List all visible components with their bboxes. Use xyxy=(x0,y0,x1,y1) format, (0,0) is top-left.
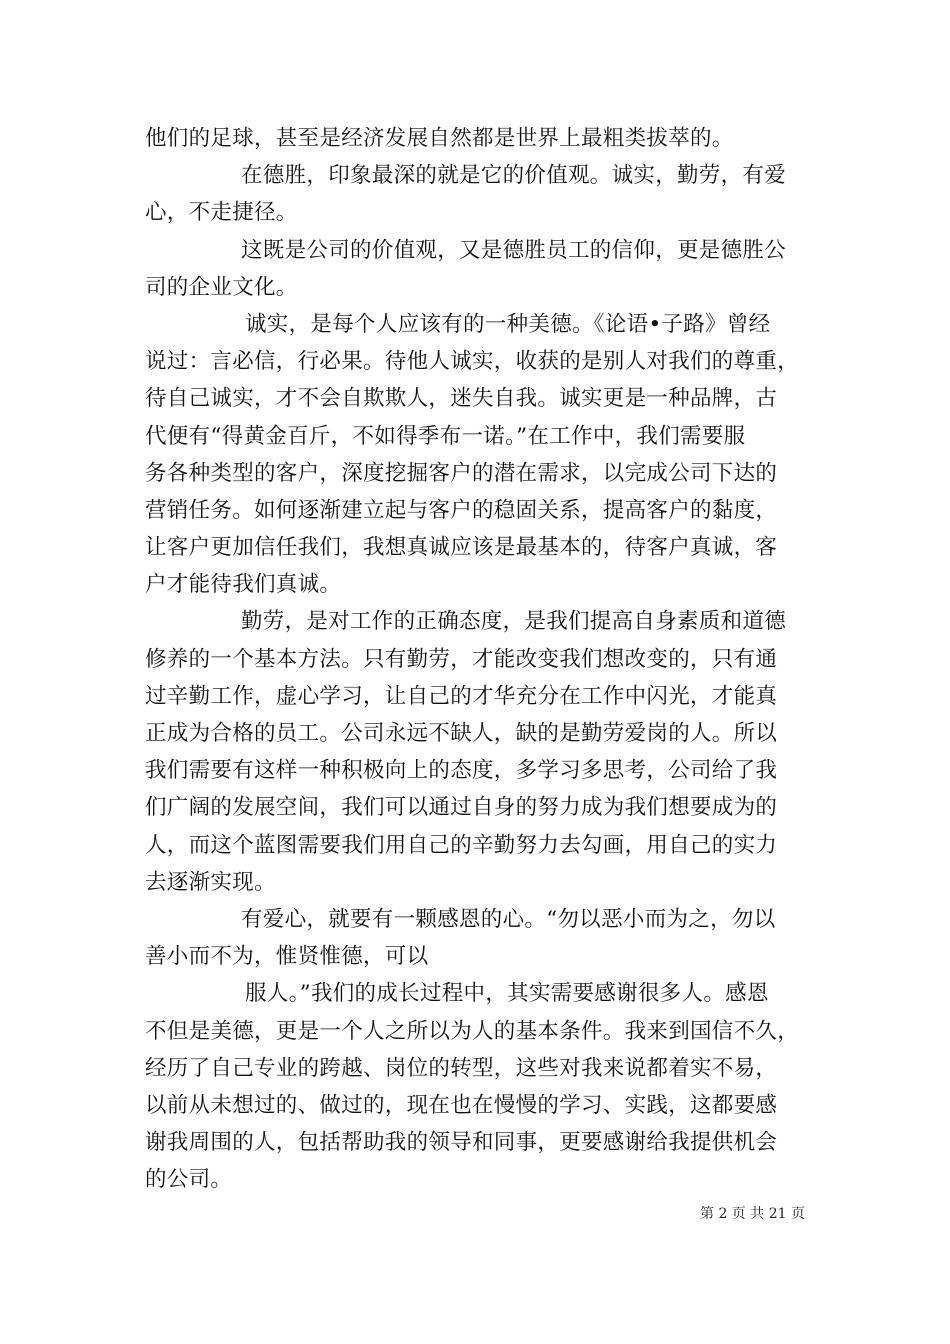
text-line: 去逐渐实现。 xyxy=(145,869,276,895)
text-line: 修养的一个基本方法。只有勤劳，才能改变我们想改变的，只有通 xyxy=(145,646,778,672)
paragraph-start-line: 在德胜，印象最深的就是它的价值观。诚实，勤劳，有爱 xyxy=(241,163,787,189)
text-line: 的公司。 xyxy=(145,1167,233,1193)
text-line: 们广阔的发展空间，我们可以通过自身的努力成为我们想要成为的 xyxy=(145,795,778,821)
text-line: 让客户更加信任我们，我想真诚应该是最基本的，待客户真诚，客 xyxy=(145,535,778,561)
text-line: 人，而这个蓝图需要我们用自己的辛勤努力去勾画，用自己的实力 xyxy=(145,832,778,858)
text-line: 代便有“得黄金百斤，不如得季布一诺。”在工作中，我们需要服 xyxy=(145,423,746,449)
text-line: 务各种类型的客户，深度挖掘客户的潜在需求，以完成公司下达的 xyxy=(145,460,778,486)
text-line: 待自己诚实，才不会自欺欺人，迷失自我。诚实更是一种品牌，古 xyxy=(145,386,778,412)
text-line: 过辛勤工作，虚心学习，让自己的才华充分在工作中闪光，才能真 xyxy=(145,683,778,709)
paragraph-start-line: 勤劳，是对工作的正确态度，是我们提高自身素质和道德 xyxy=(241,609,787,635)
text-line: 营销任务。如何逐渐建立起与客户的稳固关系，提高客户的黏度， xyxy=(145,497,778,523)
text-line: 正成为合格的员工。公司永远不缺人，缺的是勤劳爱岗的人。所以 xyxy=(145,721,778,746)
text-line: 说过：言必信，行必果。待他人诚实，收获的是别人对我们的尊重， xyxy=(145,349,800,375)
paragraph-start-line: 服人。”我们的成长过程中，其实需要感谢很多人。感恩 xyxy=(245,981,769,1007)
page-number-footer: 第 2 页 共 21 页 xyxy=(700,1206,805,1222)
text-line: 司的企业文化。 xyxy=(145,274,298,300)
paragraph-start-line: 这既是公司的价值观，又是德胜员工的信仰，更是德胜公 xyxy=(241,237,787,263)
text-line: 我们需要有这样一种积极向上的态度，多学习多思考，公司给了我 xyxy=(145,758,778,784)
text-line: 以前从未想过的、做过的，现在也在慢慢的学习、实践，这都要感 xyxy=(145,1092,778,1118)
text-line: 经历了自己专业的跨越、岗位的转型，这些对我来说都着实不易， xyxy=(145,1055,778,1081)
text-line: 谢我周围的人，包括帮助我的领导和同事，更要感谢给我提供机会 xyxy=(145,1130,778,1156)
text-line: 他们的足球，甚至是经济发展自然都是世界上最粗类拔萃的。 xyxy=(145,126,734,151)
paragraph-start-line: 诚实，是每个人应该有的一种美德。《论语•子路》曾经 xyxy=(245,311,771,337)
text-line: 心，不走捷径。 xyxy=(145,200,298,226)
paragraph-start-line: 有爱心，就要有一颗感恩的心。“勿以恶小而为之，勿以 xyxy=(241,906,776,932)
body-text xyxy=(145,120,825,1198)
text-line: 善小而不为，惟贤惟德，可以 xyxy=(145,944,429,970)
text-line: 不但是美德，更是一个人之所以为人的基本条件。我来到国信不久， xyxy=(145,1018,800,1044)
text-line: 户才能待我们真诚。 xyxy=(145,572,342,598)
